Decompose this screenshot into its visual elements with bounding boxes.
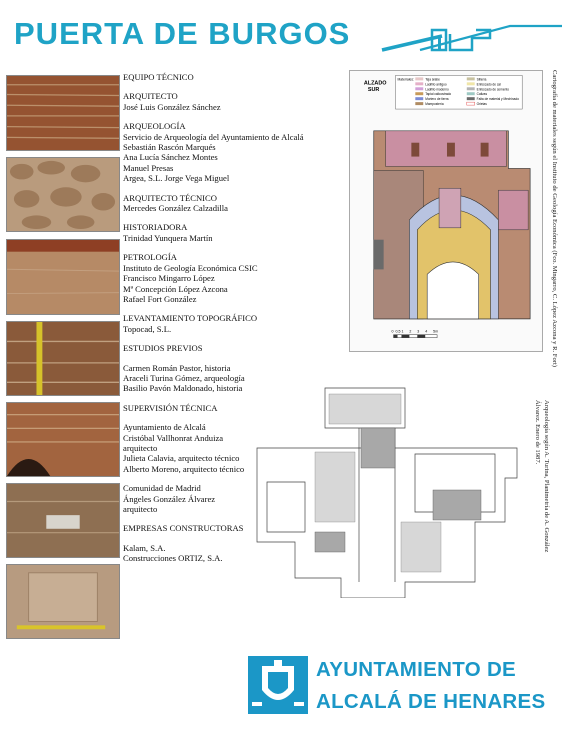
masonry-wall-photo [6,157,120,232]
stone-block-photo [6,564,120,639]
elevation-sublabel: SUR [367,87,380,94]
credits-section [123,252,348,304]
legend-item: Mortero de tierra [425,97,449,102]
credits-section [123,343,348,353]
credit-line: Cristóbal Vallhonrat Anduiza [123,432,224,443]
legend-item: Enfoscado de cal [476,82,501,87]
legend-item: Ladrillo moderno [425,87,449,92]
credit-line: Mª Concepción López Azcona [123,283,228,294]
credit-line: Carmen Román Pastor, historia [123,362,231,373]
credits-section [123,72,348,82]
section-heading: HISTORIADORA [123,222,188,233]
gate-elevation [374,131,530,319]
section-heading: PETROLOGÍA [123,252,177,263]
section-heading: ARQUITECTO TÉCNICO [123,192,217,203]
materials-legend [396,75,523,109]
legend-item: Grietas [476,102,487,107]
scale-bar [392,330,439,338]
section-heading: SUPERVISIÓN TÉCNICA [123,402,218,413]
rammed-earth-photo [6,239,120,315]
legend-item: Enfoscado de cemento [476,87,509,92]
credit-line: Rafael Fort González [123,293,197,304]
credit-line: José Luis González Sánchez [123,101,221,112]
elevation-caption: Cartografía de materiales según el Instituto de Geología Económica (Fco. Mingarro, C. López Azcona y R. Fort) [551,70,558,367]
section-heading: ARQUITECTO [123,91,178,102]
section-heading: EMPRESAS CONSTRUCTORAS [123,523,244,534]
credit-line: Julieta Calavia, arquitecto técnico [123,453,240,464]
credit-line: Ayuntamiento de Alcalá [123,422,206,433]
legend-item: Teja árabe [425,77,440,82]
credit-line: Kalam, S.A. [123,542,166,553]
credits-section [123,222,348,243]
credits-section [123,121,348,183]
credit-line: Comunidad de Madrid [123,483,201,494]
credit-line: Ana Lucía Sánchez Montes [123,152,218,163]
scale-label: 3 [417,329,420,334]
elevation-label: ALZADO [363,80,387,87]
scale-label: 5m [433,329,439,334]
legend-item: Falta de material y Mechinado [476,97,519,102]
credits-section [123,193,348,214]
credits-section [123,313,348,334]
footer-line-1: AYUNTAMIENTO DE [316,658,517,681]
brick-detail-photo [6,321,120,396]
legend-item: Calizas [476,92,488,97]
credit-line: Servicio de Arqueología del Ayuntamiento de Alcalá [123,131,304,142]
legend-item: Ladrillo antiguo [425,82,447,87]
scale-label: 1 [401,329,404,334]
credit-line: Sebastián Rascón Marqués [123,142,216,153]
credit-line: Ángeles González Álvarez [123,493,216,504]
credit-line: arquitecto [123,442,158,453]
section-heading: LEVANTAMIENTO TOPOGRÁFICO [123,313,258,324]
page-title: PUERTA DE BURGOS [14,16,351,51]
brick-arch-photo [6,402,120,477]
gate-logo-icon [380,16,562,56]
section-heading: EQUIPO TÉCNICO [123,72,194,82]
brick-wall-photo [6,75,120,151]
plaque-wall-photo [6,483,120,558]
legend-title: Materiales: [397,77,414,82]
credit-line: Francisco Mingarro López [123,273,215,284]
legend-item: Mampostería [425,102,444,107]
credit-line: Instituto de Geología Económica CSIC [123,262,258,273]
scale-label: 0,5 [395,329,401,334]
credit-line: Mercedes González Calzadilla [123,203,228,214]
credit-line: Araceli Turina Gómez, arqueología [123,372,245,383]
credit-line: Alberto Moreno, arquitecto técnico [123,463,245,474]
credit-line: arquitecto [123,504,158,514]
credit-line: Topocad, S.L. [123,323,172,334]
materials-elevation-drawing [349,70,543,352]
legend-item: Tapial calicostrado [425,92,452,97]
footer-line-2: ALCALÁ DE HENARES [316,690,546,713]
credit-line: Basilio Pavón Maldonado, historia [123,383,243,394]
credits-section [123,91,348,112]
section-heading: ESTUDIOS PREVIOS [123,343,203,354]
credit-line: Manuel Presas [123,162,174,173]
legend-item: Sillería [476,77,487,82]
credit-line: Argea, S.L. Jorge Vega Miguel [123,173,230,184]
plan-caption: Arqueología según A. Turina, Planimetría de A. González [543,400,550,553]
scale-label: 4 [425,329,428,334]
section-heading: ARQUEOLOGÍA [123,121,186,132]
city-crest-icon [248,656,308,714]
credit-line: Trinidad Yunquera Martín [123,232,213,243]
plan-caption-date: Álvarez. Enero de 1987. [534,400,541,465]
archaeology-plan-drawing [255,382,519,598]
scale-label: 2 [409,329,412,334]
scale-label: 0 [391,329,394,334]
credit-line: Construcciones ORTIZ, S.A. [123,553,223,564]
